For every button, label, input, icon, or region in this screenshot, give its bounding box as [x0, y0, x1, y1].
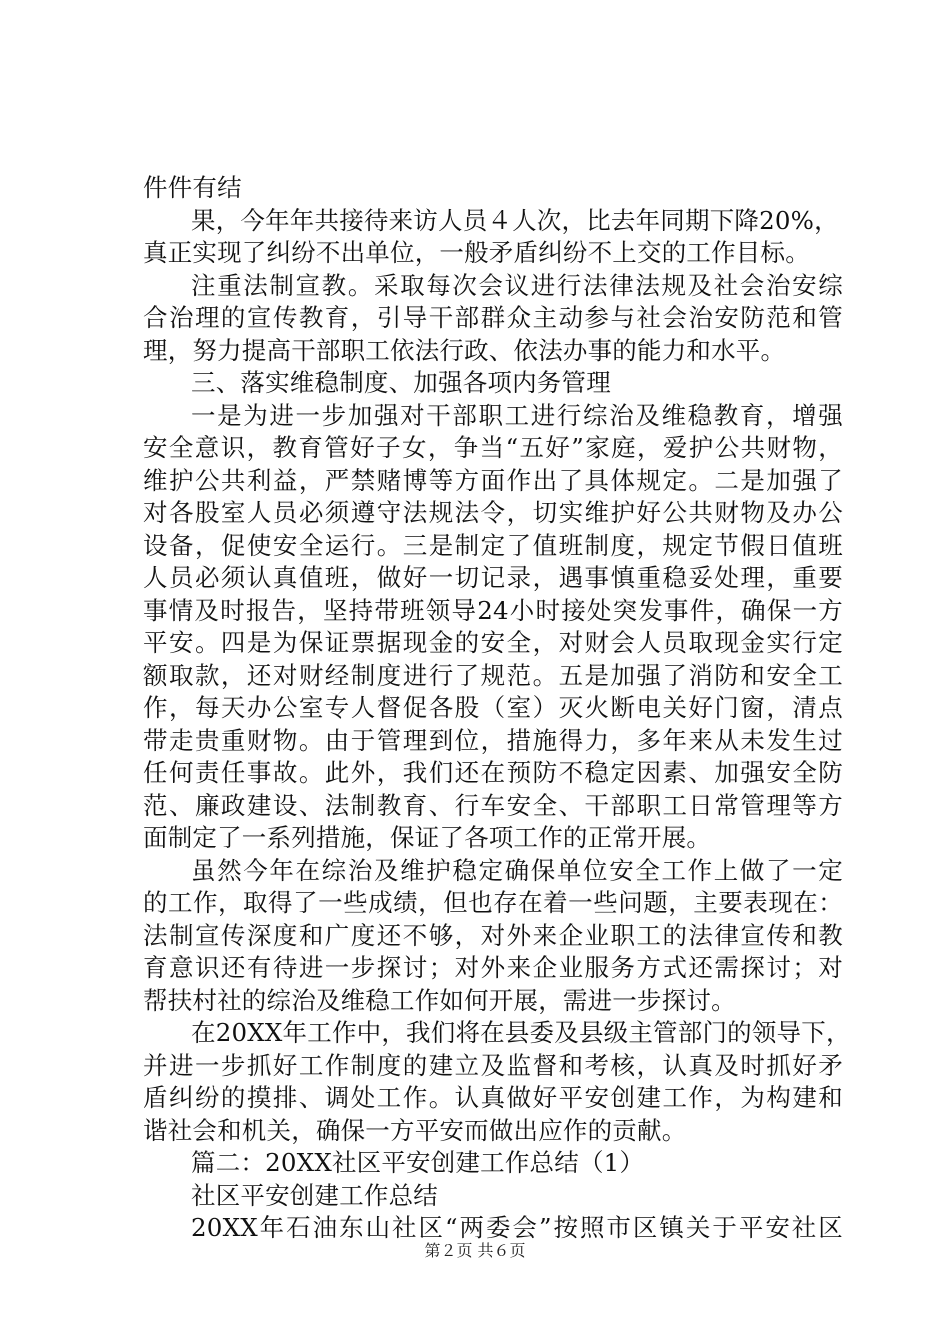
text-line: 果，今年年共接待来访人员４人次，比去年同期下降20%，	[191, 205, 839, 235]
text-line: 篇二：20XX社区平安创建工作总结（1）	[191, 1148, 645, 1177]
text-line: 法制宣传深度和广度还不够，对外来企业职工的法律宣传和教	[143, 920, 843, 950]
text-line: 事情及时报告，坚持带班领导24小时接处突发事件，确保一方	[143, 595, 843, 625]
text-line: 一是为进一步加强对干部职工进行综治及维稳教育，增强	[191, 400, 843, 430]
text-line: 额取款，还对财经制度进行了规范。五是加强了消防和安全工	[143, 660, 843, 690]
text-line: 面制定了一系列措施，保证了各项工作的正常开展。	[143, 823, 712, 852]
text-line: 带走贵重财物。由于管理到位，措施得力，多年来从未发生过	[143, 725, 843, 755]
text-line: 平安。四是为保证票据现金的安全，对财会人员取现金实行定	[143, 628, 843, 657]
text-line: 育意识还有待进一步探讨；对外来企业服务方式还需探讨；对	[143, 953, 843, 982]
text-line: 在20XX年工作中，我们将在县委及县级主管部门的领导下，	[191, 1018, 851, 1047]
text-line: 帮扶村社的综治及维稳工作如何开展，需进一步探讨。	[143, 985, 736, 1015]
text-line: 人员必须认真值班，做好一切记录，遇事慎重稳妥处理，重要	[143, 563, 843, 592]
text-line: 设备，促使安全运行。三是制定了值班制度，规定节假日值班	[143, 530, 843, 560]
text-line: 件件有结	[143, 173, 242, 202]
text-line: 三、落实维稳制度、加强各项内务管理	[191, 368, 611, 397]
text-line: 对各股室人员必须遵守法规法令，切实维护好公共财物及办公	[143, 498, 843, 527]
text-line: 维护公共利益，严禁赌博等方面作出了具体规定。二是加强了	[143, 465, 843, 495]
text-line: 盾纠纷的摸排、调处工作。认真做好平安创建工作，为构建和	[143, 1083, 843, 1112]
page-footer: 第２页 共６页	[424, 1241, 526, 1260]
text-line: 合治理的宣传教育，引导干部群众主动参与社会治安防范和管	[143, 303, 843, 332]
text-line: 作，每天办公室专人督促各股（室）灭火断电关好门窗，清点	[143, 693, 843, 722]
text-line: 并进一步抓好工作制度的建立及监督和考核，认真及时抓好矛	[143, 1050, 843, 1080]
document-body	[143, 172, 851, 1245]
text-line: 范、廉政建设、法制教育、行车安全、干部职工日常管理等方	[143, 790, 843, 820]
text-line: 的工作，取得了一些成绩，但也存在着一些问题，主要表现在：	[143, 888, 843, 917]
text-line: 社区平安创建工作总结	[191, 1180, 438, 1210]
text-line: 20XX年石油东山社区“两委会”按照市区镇关于平安社区	[191, 1213, 843, 1242]
text-line: 安全意识，教育管好子女，争当“五好”家庭，爱护公共财物，	[143, 433, 843, 462]
text-line: 谐社会和机关，确保一方平安而做出应作的贡献。	[143, 1115, 687, 1145]
text-line: 虽然今年在综治及维护稳定确保单位安全工作上做了一定	[191, 855, 843, 885]
text-line: 注重法制宣教。采取每次会议进行法律法规及社会治安综	[191, 270, 843, 300]
text-line: 任何责任事故。此外，我们还在预防不稳定因素、加强安全防	[143, 758, 843, 787]
text-line: 理，努力提高干部职工依法行政、依法办事的能力和水平。	[143, 335, 786, 365]
text-line: 真正实现了纠纷不出单位，一般矛盾纠纷不上交的工作目标。	[143, 238, 810, 267]
